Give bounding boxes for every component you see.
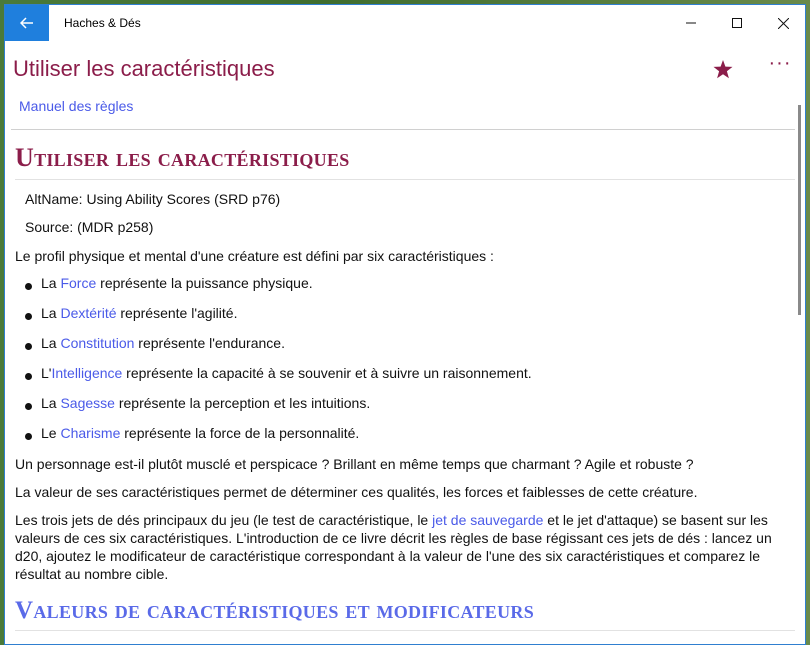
list-item-prefix: La bbox=[41, 305, 61, 321]
bullet-icon bbox=[25, 343, 32, 350]
list-item bbox=[25, 335, 285, 351]
list-item-text: représente la capacité à se souvenir et à suivre un raisonnement. bbox=[122, 365, 532, 381]
maximize-icon bbox=[732, 18, 742, 28]
favorite-button[interactable] bbox=[709, 55, 737, 83]
arrow-left-icon bbox=[20, 17, 34, 29]
bullet-icon bbox=[25, 313, 32, 320]
link-sagesse[interactable]: Sagesse bbox=[60, 395, 115, 411]
list-item-text: représente l'endurance. bbox=[134, 335, 285, 351]
paragraph: Un personnage est-il plutôt musclé et perspicace ? Brillant en même temps que charmant ? Agile et robuste ? bbox=[15, 456, 694, 472]
link-constitution[interactable]: Constitution bbox=[60, 335, 135, 351]
more-options-button[interactable]: ··· bbox=[768, 52, 792, 74]
paragraph bbox=[15, 511, 793, 583]
star-icon bbox=[713, 60, 733, 79]
article-content bbox=[5, 131, 801, 645]
page-header bbox=[5, 41, 805, 97]
bullet-icon bbox=[25, 433, 32, 440]
bullet-icon bbox=[25, 403, 32, 410]
divider bbox=[15, 630, 795, 631]
list-item-text: représente la puissance physique. bbox=[96, 275, 313, 291]
maximize-button[interactable] bbox=[714, 5, 760, 41]
list-item-prefix: La bbox=[41, 335, 61, 351]
minimize-icon bbox=[686, 18, 696, 28]
close-button[interactable] bbox=[760, 5, 806, 41]
paragraph-text: Les trois jets de dés principaux du jeu (le test de caractéristique, le bbox=[15, 512, 433, 528]
divider bbox=[11, 129, 795, 130]
list-item-prefix: La bbox=[41, 275, 61, 291]
list-item-text: représente la force de la personnalité. bbox=[120, 425, 360, 441]
link-force[interactable]: Force bbox=[60, 275, 97, 291]
minimize-button[interactable] bbox=[668, 5, 714, 41]
title-bar bbox=[5, 5, 805, 41]
altname-text: AltName: Using Ability Scores (SRD p76) bbox=[25, 191, 281, 207]
close-icon bbox=[778, 18, 789, 29]
app-title: Haches & Dés bbox=[64, 16, 141, 30]
paragraph: La valeur de ses caractéristiques permet de déterminer ces qualités, les forces et faiblesses de cette créature. bbox=[15, 484, 698, 500]
page-title: Utiliser les caractéristiques bbox=[13, 56, 275, 81]
vertical-scrollbar[interactable] bbox=[798, 105, 801, 315]
list-item bbox=[25, 305, 237, 321]
breadcrumb-link[interactable]: Manuel des règles bbox=[19, 98, 134, 114]
divider bbox=[15, 179, 795, 180]
link-jet-de-sauvegarde[interactable]: jet de sauvegarde bbox=[432, 512, 544, 528]
list-item bbox=[25, 365, 532, 381]
list-item-prefix: L' bbox=[41, 365, 52, 381]
list-item bbox=[25, 275, 313, 291]
back-button[interactable] bbox=[5, 5, 49, 41]
link-charisme[interactable]: Charisme bbox=[60, 425, 121, 441]
source-text: Source: (MDR p258) bbox=[25, 219, 154, 235]
list-item bbox=[25, 395, 370, 411]
bullet-icon bbox=[25, 373, 32, 380]
link-dexterite[interactable]: Dextérité bbox=[60, 305, 117, 321]
article-heading: Utiliser les caractéristiques bbox=[15, 143, 350, 172]
paragraph-text: et le jet d'attaque) se basent sur les valeurs de ces six caractéristiques. L'introduction de ce livre décrit les règles de base régissant ces jets de dés : lancez un d20, ajoutez le modificateur de caractéristique correspondant à la valeur de l'une des six caractéristiques et comparez le résultat au nombre cible. bbox=[15, 512, 772, 582]
list-item-prefix: Le bbox=[41, 425, 61, 441]
list-item-text: représente l'agilité. bbox=[116, 305, 238, 321]
link-intelligence[interactable]: Intelligence bbox=[51, 365, 123, 381]
section-heading: Valeurs de caractéristiques et modificateurs bbox=[15, 597, 535, 624]
list-item-text: représente la perception et les intuitions. bbox=[114, 395, 371, 411]
intro-paragraph: Le profil physique et mental d'une créature est défini par six caractéristiques : bbox=[15, 248, 494, 264]
bullet-icon bbox=[25, 283, 32, 290]
list-item bbox=[25, 425, 359, 441]
app-window bbox=[4, 4, 806, 645]
list-item-prefix: La bbox=[41, 395, 61, 411]
